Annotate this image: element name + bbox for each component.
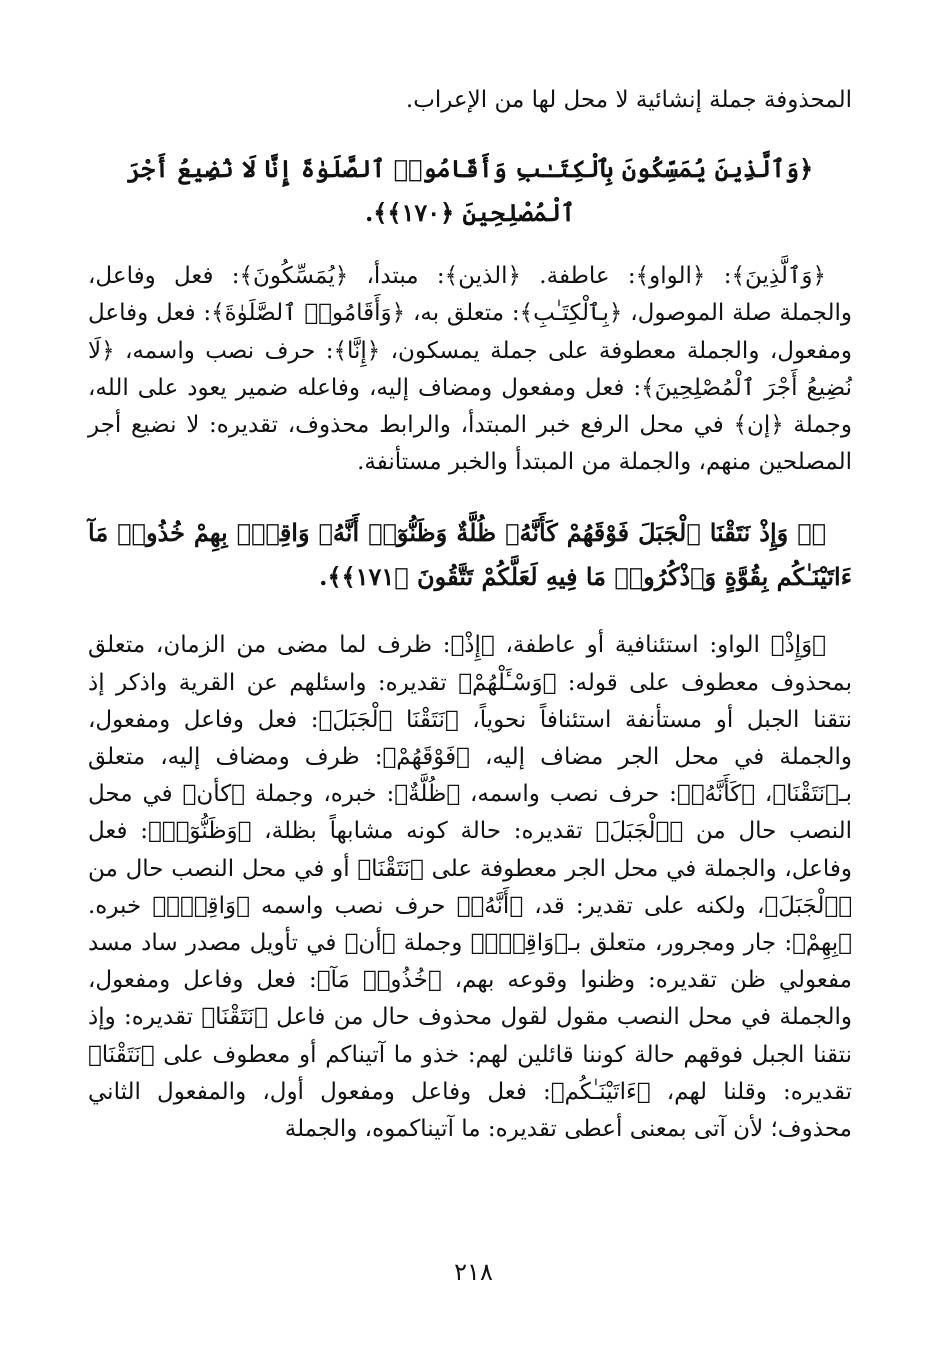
grammatical-analysis-170: ﴿وَٱلَّذِينَ﴾: ﴿الواو﴾: عاطفة. ﴿الذين﴾: مبتدأ، ﴿يُمَسِّكُونَ﴾: فعل وفاعل، والجملة صلة الموصول، ﴿بِٱلْكِتَـٰبِ﴾: متعلق به، ﴿وَأَقَامُوا۟ ٱلصَّلَوٰةَ﴾: فعل وفاعل ومفعول، والجملة معطوفة على جملة يمسكون، ﴿إِنَّا﴾: حرف نصب واسمه، ﴿لَا نُضِيعُ أَجْرَ ٱلْمُصْلِحِينَ﴾: فعل ومفعول ومضاف إليه، وفاعله ضمير يعود على الله، وجملة ﴿إن﴾ في محل الرفع خبر المبتدأ، والرابط محذوف، تقديره: لا نضيع أجر المصلحين منهم، والجملة من المبتدأ والخبر مستأنفة.: [88, 263, 852, 476]
grammatical-analysis-171: ﴿وَإِذْ﴾ الواو: استئنافية أو عاطفة، ﴿إِذْ﴾: ظرف لما مضى من الزمان، متعلق بمحذوف معطوف على قوله: ﴿وَسْـَٔلْهُمْ﴾ تقديره: واسئلهم عن القرية واذكر إذ نتقنا الجبل أو مستأنفة استئنافاً نحوياً، ﴿نَتَقْنَا ٱلْجَبَلَ﴾: فعل وفاعل ومفعول، والجملة في محل الجر مضاف إليه، ﴿فَوْقَهُمْ﴾: ظرف ومضاف إليه، متعلق بـ﴿نَتَقْنَا﴾، ﴿كَأَنَّهُۥ﴾: حرف نصب واسمه، ﴿ظُلَّةٌ﴾: خبره، وجملة ﴿كأن﴾ في محل النصب حال من ﴿ٱلْجَبَلَ﴾ تقديره: حالة كونه مشابهاً بظلة، ﴿وَظَنُّوٓا۟﴾: فعل وفاعل، والجملة في محل الجر معطوفة على ﴿نَتَقْنَا﴾ أو في محل النصب حال من ﴿ٱلْجَبَلَ﴾، ولكنه على تقدير: قد، ﴿أَنَّهُۥ﴾ حرف نصب واسمه ﴿وَاقِعٌۢ﴾ خبره. ﴿بِهِمْ﴾: جار ومجرور، متعلق بـ﴿وَاقِعٌۢ﴾ وجملة ﴿أن﴾ في تأويل مصدر ساد مسد مفعولي ظن تقديره: وظنوا وقوعه بهم، ﴿خُذُوا۟ مَآ﴾: فعل وفاعل ومفعول، والجملة في محل النصب مقول لقول محذوف حال من فاعل ﴿نَتَقْنَا﴾ تقديره: وإذ نتقنا الجبل فوقهم حالة كوننا قائلين لهم: خذو ما آتيناكم أو معطوف على ﴿نَتَقْنَا﴾ تقديره: وقلنا لهم، ﴿ءَاتَيْنَـٰكُم﴾: فعل وفاعل ومفعول أول، والمفعول الثاني محذوف؛ لأن آتى بمعنى أعطى تقديره: ما آتيناكموه، والجملة: [88, 632, 852, 1143]
opening-paragraph: المحذوفة جملة إنشائية لا محل لها من الإعراب.: [405, 87, 852, 113]
page-number: ٢١٨: [454, 1258, 493, 1286]
quran-verse-171: ﴿۞ وَإِذْ نَتَقْنَا ٱلْجَبَلَ فَوْقَهُمْ كَأَنَّهُۥ ظُلَّةٌ وَظَنُّوٓا۟ أَنَّهُۥ وَاقِعٌۢ بِهِمْ خُذُوا۟ مَآ ءَاتَيْنَـٰكُم بِقُوَّةٍ وَٱذْكُرُوا۟ مَا فِيهِ لَعَلَّكُمْ تَتَّقُونَ ﴿١٧١﴾﴾.: [88, 518, 852, 592]
quran-verse-170: ﴿وَٱلَّذِينَ يُمَسِّكُونَ بِٱلْكِتَـٰبِ وَأَقَامُوا۟ ٱلصَّلَوٰةَ إِنَّا لَا نُضِيعُ أَجْرَ ٱلْمُصْلِحِينَ ﴿١٧٠﴾﴾.: [126, 154, 814, 228]
